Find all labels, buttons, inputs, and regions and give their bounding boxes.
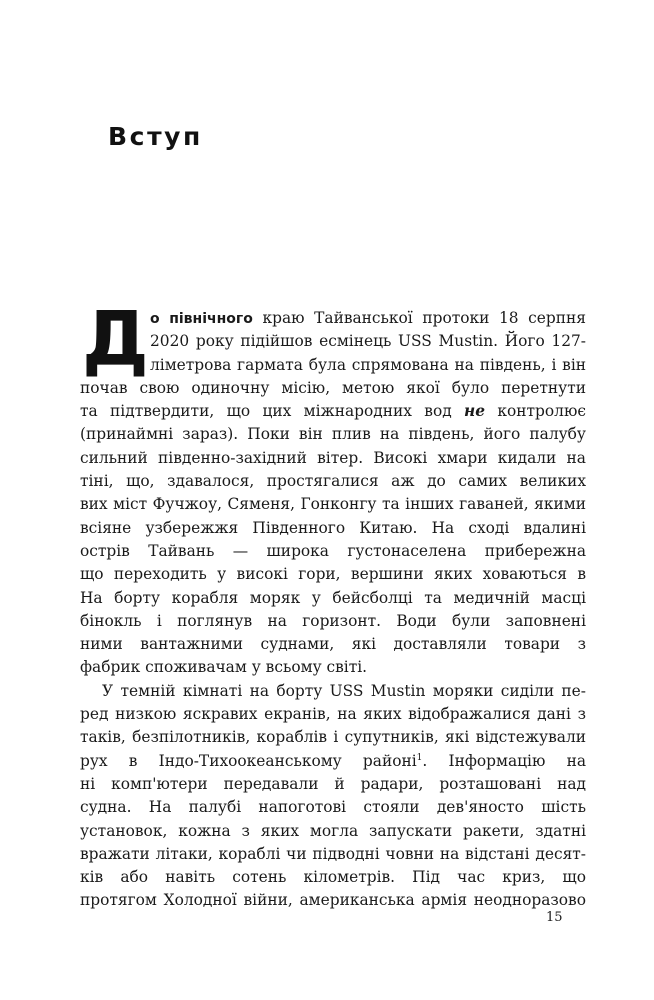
text-line: 2020 року підійшов есмінець USS Mustin. Його 127- xyxy=(150,332,586,351)
text-line: бінокль і поглянув на горизонт. Води були заповнені xyxy=(80,611,586,630)
text-line: протягом Холодної війни, американська армія неодноразово xyxy=(80,891,586,910)
text-line xyxy=(80,307,586,330)
chapter-title: Вступ xyxy=(108,122,203,151)
text-line: ні комп'ютери передавали й радари, розташовані над xyxy=(80,774,586,793)
text-segment: контролює xyxy=(497,402,586,421)
text-line: ліметрова гармата була спрямована на південь, і він xyxy=(150,355,586,374)
drop-cap: Д xyxy=(82,295,149,383)
footnote-marker[interactable]: 1 xyxy=(416,752,423,763)
text-segment: краю Тайванської протоки 18 серпня xyxy=(262,309,586,327)
text-segment: рух в Індо-Тихоокеанському районі xyxy=(80,751,417,770)
text-line: почав свою одиночну місію, метою якої було перетнути xyxy=(80,378,586,397)
lead-in-bold: о північного xyxy=(150,311,253,327)
emphasis-text: не xyxy=(464,402,486,421)
text-line: ними вантажними суднами, які доставляли товари з xyxy=(80,635,586,654)
text-line: установок, кожна з яких могла запускати ракети, здатні xyxy=(80,821,586,840)
text-line: всіяне узбережжя Південного Китаю. На сході вдалині xyxy=(80,518,586,537)
text-line: острів Тайвань — широка густонаселена прибережна xyxy=(80,541,586,560)
text-line: сильний південно-західний вітер. Високі хмари кидали на xyxy=(80,448,586,467)
text-line xyxy=(80,750,586,773)
chapter-body xyxy=(80,295,586,913)
text-line: фабрик споживачам у всьому світі. xyxy=(80,658,368,677)
text-line: (принаймні зараз). Поки він плив на південь, його палубу xyxy=(80,425,586,444)
text-line: ред низкою яскравих екранів, на яких відображалися дані з xyxy=(80,705,586,724)
text-segment: та підтвердити, що цих міжнародних вод xyxy=(80,402,452,421)
text-line: тіні, що, здавалося, простягалися аж до самих великих xyxy=(80,472,586,491)
text-segment: . Інформацію на xyxy=(422,751,586,770)
text-line: судна. На палубі напоготові стояли дев'яносто шість xyxy=(80,798,586,817)
text-line: вражати літаки, кораблі чи підводні човни на відстані десят- xyxy=(80,844,586,863)
text-line: На борту корабля моряк у бейсболці та медичній масці xyxy=(80,588,586,607)
text-line: ків або навіть сотень кілометрів. Під час криз, що xyxy=(80,868,586,887)
text-line: вих міст Фучжоу, Сяменя, Гонконгу та інших гаваней, якими xyxy=(80,495,586,514)
page-number: 15 xyxy=(546,910,563,925)
text-line: таків, безпілотників, кораблів і супутників, які відстежували xyxy=(80,728,586,747)
text-line xyxy=(80,400,586,423)
text-line: що переходить у високі гори, вершини яких ховаються в xyxy=(80,565,586,584)
text-line: У темній кімнаті на борту USS Mustin моряки сиділи пе- xyxy=(102,681,586,700)
